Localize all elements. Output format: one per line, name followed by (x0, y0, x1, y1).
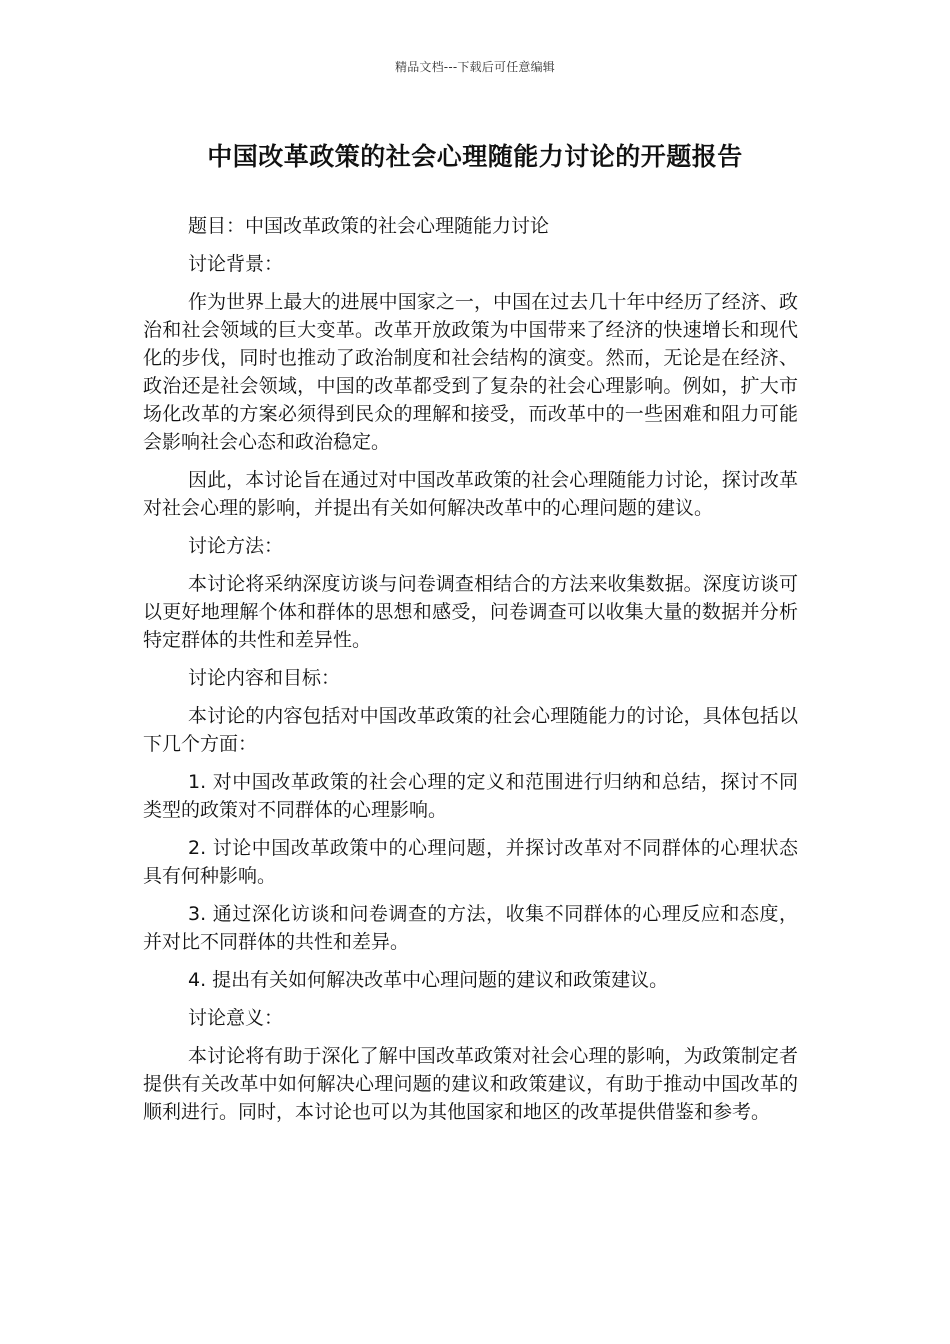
section-heading-content-goals: 讨论内容和目标： (188, 667, 341, 689)
list-item-4: 4. 提出有关如何解决改革中心理问题的建议和政策建议。 (188, 969, 669, 991)
content-intro-paragraph: 本讨论的内容包括对中国改革政策的社会心理随能力的讨论，具体包括以下几个方面： (143, 705, 798, 755)
background-paragraph: 作为世界上最大的进展中国家之一，中国在过去几十年中经历了经济、政治和社会领域的巨大变革。改革开放政策为中国带来了经济的快速增长和现代化的步伐，同时也推动了政治制度和社会结构的演变。然而，无论是在经济、政治还是社会领域，中国的改革都受到了复杂的社会心理影响。例如，扩大市场化改革的方案必须得到民众的理解和接受，而改革中的一些困难和阻力可能会影响社会心态和政治稳定。 (143, 291, 798, 453)
document-title: 中国改革政策的社会心理随能力讨论的开题报告 (207, 142, 743, 171)
method-paragraph: 本讨论将采纳深度访谈与问卷调查相结合的方法来收集数据。深度访谈可以更好地理解个体和群体的思想和感受，问卷调查可以收集大量的数据并分析特定群体的共性和差异性。 (143, 573, 798, 651)
section-heading-background: 讨论背景： (188, 253, 284, 275)
list-item-1: 1. 对中国改革政策的社会心理的定义和范围进行归纳和总结，探讨不同类型的政策对不同群体的心理影响。 (143, 771, 798, 821)
significance-paragraph: 本讨论将有助于深化了解中国改革政策对社会心理的影响，为政策制定者提供有关改革中如何解决心理问题的建议和政策建议，有助于推动中国改革的顺利进行。同时，本讨论也可以为其他国家和地区的改革提供借鉴和参考。 (143, 1045, 798, 1123)
header-note: 精品文档---下载后可任意编辑 (395, 60, 555, 74)
section-heading-method: 讨论方法： (188, 535, 284, 557)
purpose-paragraph: 因此，本讨论旨在通过对中国改革政策的社会心理随能力讨论，探讨改革对社会心理的影响，并提出有关如何解决改革中的心理问题的建议。 (143, 469, 798, 519)
section-heading-significance: 讨论意义： (188, 1007, 284, 1029)
list-item-3: 3. 通过深化访谈和问卷调查的方法，收集不同群体的心理反应和态度，并对比不同群体的共性和差异。 (143, 903, 798, 953)
topic-line: 题目：中国改革政策的社会心理随能力讨论 (188, 215, 550, 237)
list-item-2: 2. 讨论中国改革政策中的心理问题，并探讨改革对不同群体的心理状态具有何种影响。 (143, 837, 798, 887)
document-body (143, 212, 798, 1136)
